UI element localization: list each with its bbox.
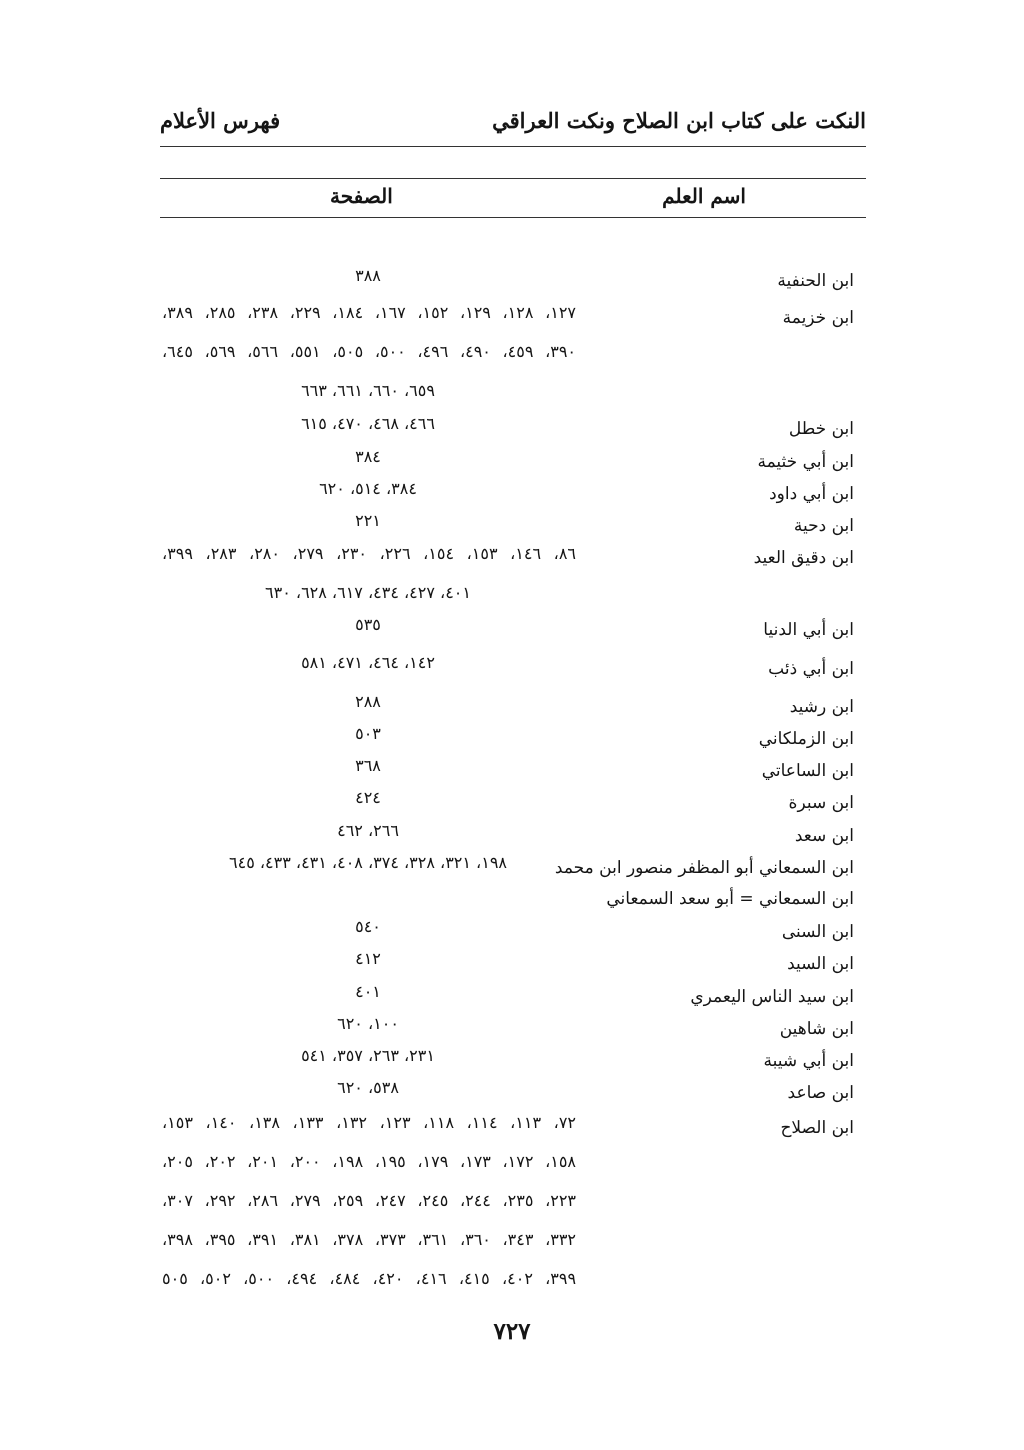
entry-name: ابن أبي داود [769,484,854,504]
entry-name: ابن الساعاتي [761,761,854,781]
entry-name: ابن السيد [787,954,854,974]
entry-name: ابن خطل [788,419,854,439]
entry-name: ابن السمعاني = أبو سعد السمعاني [606,889,854,909]
entry-pages: ٢٢١ [355,511,381,530]
entry-name: ابن صاعد [787,1083,854,1103]
entry-pages: ٨٦، ١٤٦، ١٥٣، ١٥٤، ٢٢٦، ٢٣٠، ٢٧٩، ٢٨٠، ٢٨٣، ٣٩٩، [162,544,576,563]
entry-pages: ٣٩٠، ٤٥٩، ٤٩٠، ٤٩٦، ٥٠٠، ٥٠٥، ٥٥١، ٥٦٦، ٥٦٩، ٦٤٥، [162,342,577,361]
entry-pages: ٤٦٦، ٤٦٨، ٤٧٠، ٦١٥ [301,414,435,433]
entry-pages: ٣٣٢، ٣٤٣، ٣٦٠، ٣٦١، ٣٧٣، ٣٧٨، ٣٨١، ٣٩١، ٣٩٥، ٣٩٨، [162,1230,577,1249]
entry-name: ابن رشيد [789,697,854,717]
entry-pages: ٥٤٠ [355,917,381,936]
name-column-heading: اسم العلم [662,184,746,208]
entry-name: ابن دقيق العيد [753,548,854,568]
section-title: فهرس الأعلام [160,108,281,133]
entry-name: ابن شاهين [779,1019,854,1039]
entry-name: ابن سعد [794,826,854,846]
entry-name: ابن الصلاح [780,1118,854,1138]
entry-pages: ٣٦٨ [355,756,381,775]
page-number: ٧٢٧ [493,1318,531,1345]
entry-name: ابن أبي الدنيا [763,620,854,640]
names-index-table [160,178,866,1288]
entry-pages: ٥٣٨، ٦٢٠ [337,1078,399,1097]
entry-name: ابن السنى [781,922,854,942]
entry-pages: ١٢٧، ١٢٨، ١٢٩، ١٥٢، ١٦٧، ١٨٤، ٢٢٩، ٢٣٨، ٢٨٥، ٣٨٩، [162,303,577,322]
book-title: النكت على كتاب ابن الصلاح ونكت العراقي [492,108,866,133]
entry-pages: ٢٣١، ٢٦٣، ٣٥٧، ٥٤١ [301,1046,435,1065]
entry-name: ابن سبرة [788,793,854,813]
entry-pages: ٤١٢ [355,949,381,968]
entry-name: ابن الزملكاني [758,729,854,749]
entry-name: ابن الحنفية [777,271,854,291]
page-column-heading: الصفحة [330,184,393,208]
entry-name: ابن أبي شيبة [763,1051,854,1071]
entry-pages: ١٥٨، ١٧٢، ١٧٣، ١٧٩، ١٩٥، ١٩٨، ٢٠٠، ٢٠١، ٢٠٢، ٢٠٥، [162,1152,577,1171]
entry-name: ابن السمعاني أبو المظفر منصور ابن محمد [554,858,854,878]
entry-pages: ٢٢٣، ٢٣٥، ٢٤٤، ٢٤٥، ٢٤٧، ٢٥٩، ٢٧٩، ٢٨٦، ٢٩٢، ٣٠٧، [162,1191,577,1210]
table-header-row [160,178,866,218]
entry-name: ابن سيد الناس اليعمري [690,987,854,1007]
entry-pages: ٣٨٤ [355,447,381,466]
entry-pages: ٦٥٩، ٦٦٠، ٦٦١، ٦٦٣ [301,381,435,400]
entry-pages: ٤٠١ [355,982,381,1001]
entry-pages: ٣٨٤، ٥١٤، ٦٢٠ [319,479,417,498]
entry-pages: ٥٣٥ [355,615,381,634]
entry-pages: ٤٢٤ [355,788,381,807]
index-rows [160,218,866,1288]
entry-name: ابن أبي ذئب [768,659,854,679]
entry-pages: ٢٦٦، ٤٦٢ [337,821,399,840]
entry-pages: ١٠٠، ٦٢٠ [337,1014,399,1033]
entry-pages: ٧٢، ١١٣، ١١٤، ١١٨، ١٢٣، ١٣٢، ١٣٣، ١٣٨، ١٤٠، ١٥٣، [162,1113,576,1132]
entry-pages: ٤٠١، ٤٢٧، ٤٣٤، ٦١٧، ٦٢٨، ٦٣٠ [265,583,471,602]
running-header [160,98,866,147]
entry-pages: ٥٠٣ [355,724,381,743]
entry-name: ابن خزيمة [782,308,854,328]
entry-pages: ١٤٢، ٤٦٤، ٤٧١، ٥٨١ [301,653,435,672]
entry-pages: ١٩٨، ٣٢١، ٣٢٨، ٣٧٤، ٤٠٨، ٤٣١، ٤٣٣، ٦٤٥ [229,853,507,872]
entry-pages: ٢٨٨ [355,692,381,711]
entry-pages: ٣٨٨ [355,266,381,285]
entry-name: ابن دحية [793,516,854,536]
entry-pages: ٣٩٩، ٤٠٢، ٤١٥، ٤١٦، ٤٢٠، ٤٨٤، ٤٩٤، ٥٠٠، ٥٠٢، ٥٠٥ [162,1269,577,1288]
entry-name: ابن أبي خثيمة [757,452,854,472]
